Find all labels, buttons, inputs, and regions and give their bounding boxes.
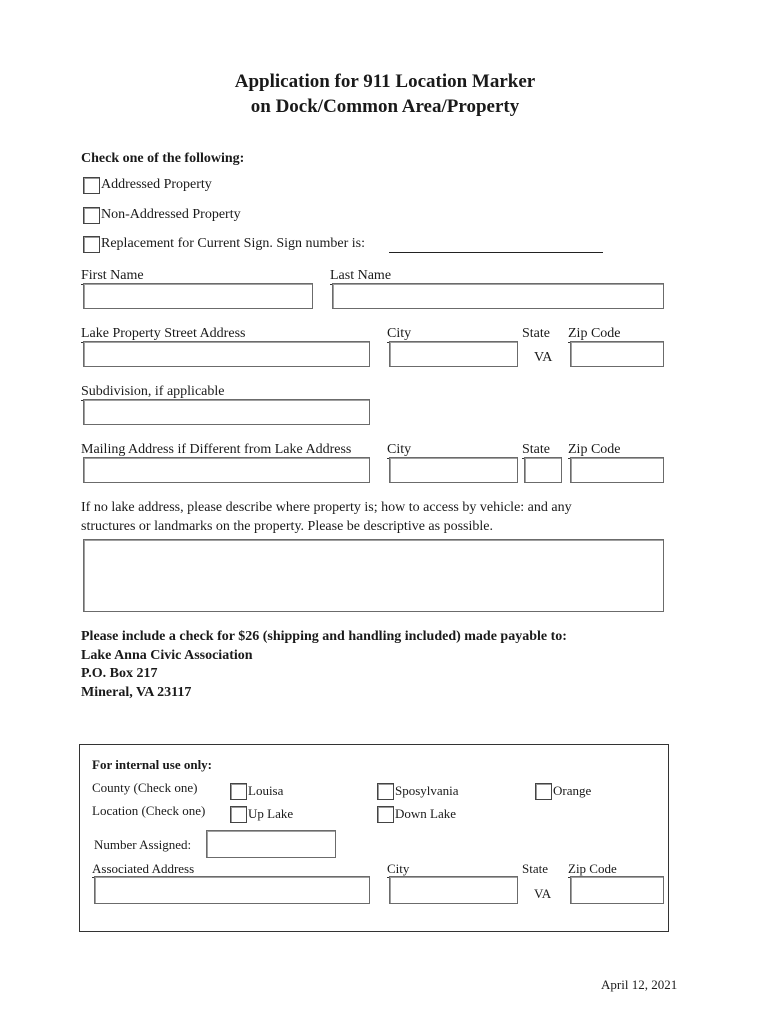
county-label: County (Check one) — [92, 780, 198, 795]
internal-state-value: VA — [534, 886, 552, 901]
non-addressed-property-label: Non-Addressed Property — [101, 207, 241, 222]
subdivision-field[interactable] — [83, 399, 370, 425]
mailing-city-field[interactable] — [389, 457, 518, 483]
sposylvania-label: Sposylvania — [395, 783, 459, 798]
internal-zip-field[interactable] — [570, 876, 664, 904]
orange-label: Orange — [553, 783, 592, 798]
down-lake-label: Down Lake — [395, 806, 457, 821]
lake-address-field[interactable] — [83, 341, 370, 367]
description-instructions-line2: structures or landmarks on the property. Please be descriptive as possible. — [81, 519, 493, 534]
payment-line3: P.O. Box 217 — [81, 666, 158, 681]
mailing-address-field[interactable] — [83, 457, 370, 483]
state-value: VA — [534, 350, 553, 365]
non-addressed-property-checkbox[interactable] — [83, 207, 100, 224]
payment-line1: Please include a check for $26 (shipping and handling included) made payable to: — [81, 629, 567, 644]
number-assigned-field[interactable] — [206, 830, 336, 858]
mailing-state-field[interactable] — [524, 457, 562, 483]
internal-city-field[interactable] — [389, 876, 518, 904]
zip-label: Zip Code — [568, 326, 663, 343]
lake-address-label: Lake Property Street Address — [81, 326, 369, 343]
down-lake-checkbox[interactable] — [377, 806, 394, 823]
addressed-property-label: Addressed Property — [101, 177, 212, 192]
check-heading: Check one of the following: — [81, 151, 245, 166]
internal-heading: For internal use only: — [92, 757, 213, 772]
up-lake-label: Up Lake — [248, 806, 294, 821]
payment-line4: Mineral, VA 23117 — [81, 685, 192, 700]
mailing-city-label: City — [387, 442, 517, 459]
internal-state-label: State — [522, 861, 548, 876]
description-textarea[interactable] — [83, 539, 664, 612]
first-name-label: First Name — [81, 268, 312, 285]
number-assigned-label: Number Assigned: — [94, 837, 192, 852]
payment-line2: Lake Anna Civic Association — [81, 648, 253, 663]
subdivision-label: Subdivision, if applicable — [81, 384, 369, 401]
last-name-label: Last Name — [330, 268, 663, 285]
state-label: State — [522, 326, 550, 341]
addressed-property-checkbox[interactable] — [83, 177, 100, 194]
first-name-field[interactable] — [83, 283, 313, 309]
louisa-checkbox[interactable] — [230, 783, 247, 800]
mailing-zip-label: Zip Code — [568, 442, 663, 459]
footer-date: April 12, 2021 — [601, 977, 678, 992]
mailing-address-label: Mailing Address if Different from Lake Address — [81, 442, 352, 457]
up-lake-checkbox[interactable] — [230, 806, 247, 823]
orange-checkbox[interactable] — [535, 783, 552, 800]
replacement-checkbox[interactable] — [83, 236, 100, 253]
form-title-line2: on Dock/Common Area/Property — [250, 96, 520, 117]
city-label: City — [387, 326, 517, 343]
last-name-field[interactable] — [332, 283, 664, 309]
form-title-line1: Application for 911 Location Marker — [234, 71, 536, 92]
louisa-label: Louisa — [248, 783, 284, 798]
associated-address-field[interactable] — [94, 876, 370, 904]
mailing-state-label: State — [522, 442, 562, 459]
internal-zip-label: Zip Code — [568, 861, 663, 878]
sign-number-line[interactable] — [389, 252, 603, 253]
lake-zip-field[interactable] — [570, 341, 664, 367]
mailing-zip-field[interactable] — [570, 457, 664, 483]
associated-address-label: Associated Address — [92, 861, 369, 878]
replacement-label: Replacement for Current Sign. Sign number is: — [101, 236, 366, 251]
sposylvania-checkbox[interactable] — [377, 783, 394, 800]
location-label: Location (Check one) — [92, 803, 206, 818]
lake-city-field[interactable] — [389, 341, 518, 367]
description-instructions-line1: If no lake address, please describe where property is; how to access by vehicle: and any — [81, 500, 572, 515]
internal-city-label: City — [387, 861, 517, 878]
